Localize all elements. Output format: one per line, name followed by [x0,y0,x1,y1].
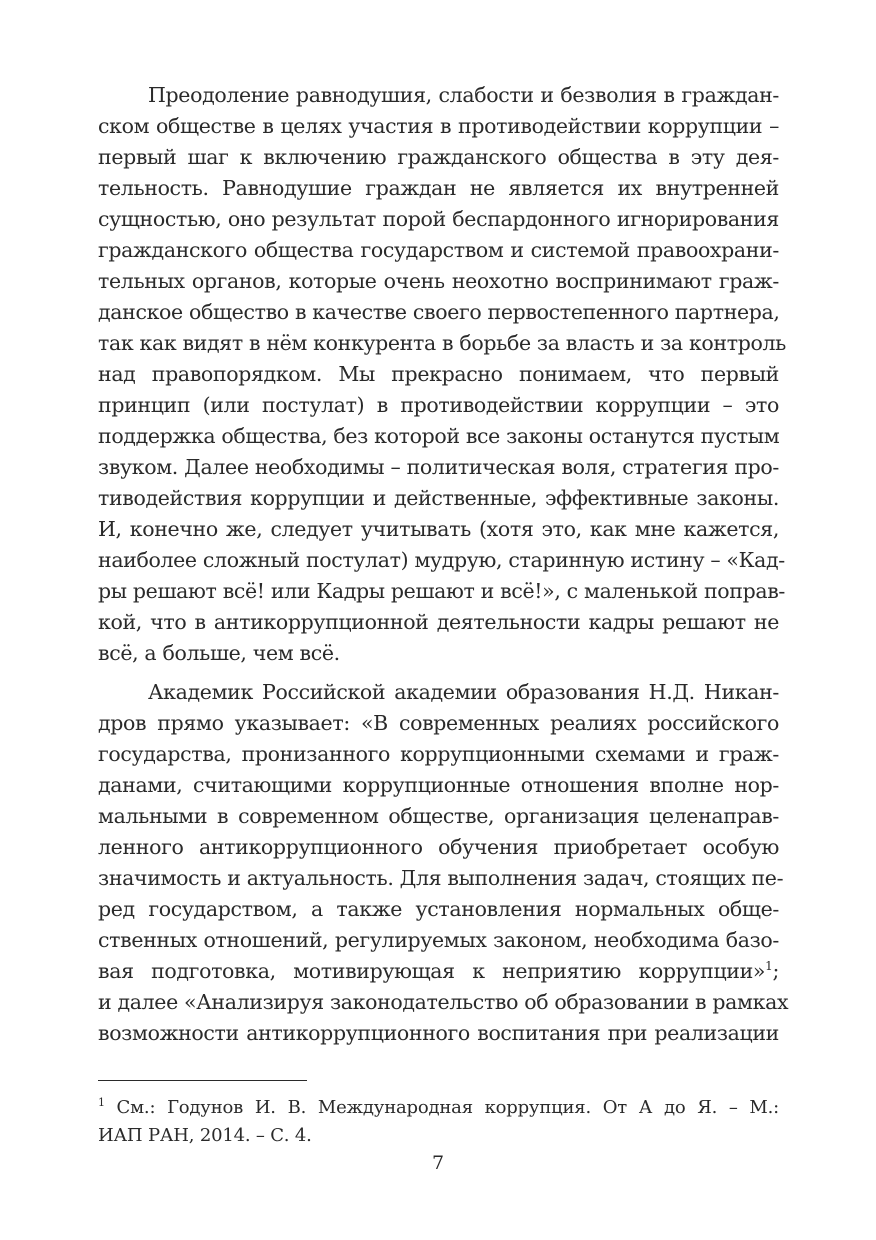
text-line: сущностью, оно результат порой беспардонного игнорирования [98,207,779,231]
text-line: тиводействия коррупции и действенные, эффективные законы. [98,486,779,510]
text-line: возможности антикоррупционного воспитания при реализации [98,1021,779,1045]
text-line: значимость и актуальность. Для выполнения задач, стоящих пе- [98,866,784,890]
text-line: над правопорядком. Мы прекрасно понимаем, что первый [98,362,779,386]
text-line: Академик Российской академии образования Н.Д. Никан- [148,680,779,704]
text-line: тельность. Равнодушие граждан не является их внутренней [98,176,779,200]
paragraph-1 [98,80,786,669]
footnote-separator [98,1080,307,1081]
text-line: ственных отношений, регулируемых законом, необходима базо- [98,928,779,952]
text-line: Преодоление равнодушия, слабости и безволия в граждан- [148,83,779,107]
text-line: так как видят в нём конкурента в борьбе за власть и за контроль [98,331,786,355]
page-number: 7 [431,1152,445,1174]
text-line: и далее «Анализируя законодательство об образовании в рамках [98,990,789,1014]
footnote-line: ИАП РАН, 2014. – С. 4. [98,1125,312,1146]
footnote-marker: 1 [98,1096,105,1109]
paragraph-2 [98,677,789,1049]
text-line: ред государством, а также установления нормальных обще- [98,897,779,921]
text-line: первый шаг к включению гражданского общества в эту дея- [98,145,779,169]
footnote-reference[interactable]: 1 [765,959,773,974]
text-line: дров прямо указывает: «В современных реалиях российского [98,711,779,735]
text-line: принцип (или постулат) в противодействии коррупции – это [98,393,779,417]
footnote-ref-punctuation: ; [772,959,779,983]
main-text [98,80,789,1049]
text-line: всё, а больше, чем всё. [98,641,340,665]
text-line: поддержка общества, без которой все законы останутся пустым [98,424,780,448]
text-line: данское общество в качестве своего первостепенного партнера, [98,300,780,324]
text-line-with-footnote-ref [98,956,779,987]
text-line: звуком. Далее необходимы – политическая воля, стратегия про- [98,455,779,479]
text-line: данами, считающими коррупционные отношения вполне нор- [98,773,779,797]
footnote [98,1094,779,1150]
text-line: ском обществе в целях участия в противодействии коррупции – [98,114,779,138]
footnote-line [98,1094,779,1122]
text-line: И, конечно же, следует учитывать (хотя это, как мне кажется, [98,517,779,541]
footnote-text: См.: Годунов И. В. Международная коррупция. От А до Я. – М.: [104,1097,779,1118]
text-line-content: вая подготовка, мотивирующая к неприятию коррупции» [98,959,766,983]
paragraph-gap [98,669,779,677]
text-line: государства, пронизанного коррупционными схемами и граж- [98,742,779,766]
text-line: гражданского общества государством и системой правоохрани- [98,238,779,262]
text-line: наиболее сложный постулат) мудрую, старинную истину – «Кад- [98,548,785,572]
text-line: мальными в современном обществе, организация целенаправ- [98,804,779,828]
text-line: тельных органов, которые очень неохотно воспринимают граж- [98,269,779,293]
text-line: ры решают всё! или Кадры решают и всё!», с маленькой поправ- [98,579,785,603]
text-line: ленного антикоррупционного обучения приобретает особую [98,835,779,859]
text-line: кой, что в антикоррупционной деятельности кадры решают не [98,610,779,634]
